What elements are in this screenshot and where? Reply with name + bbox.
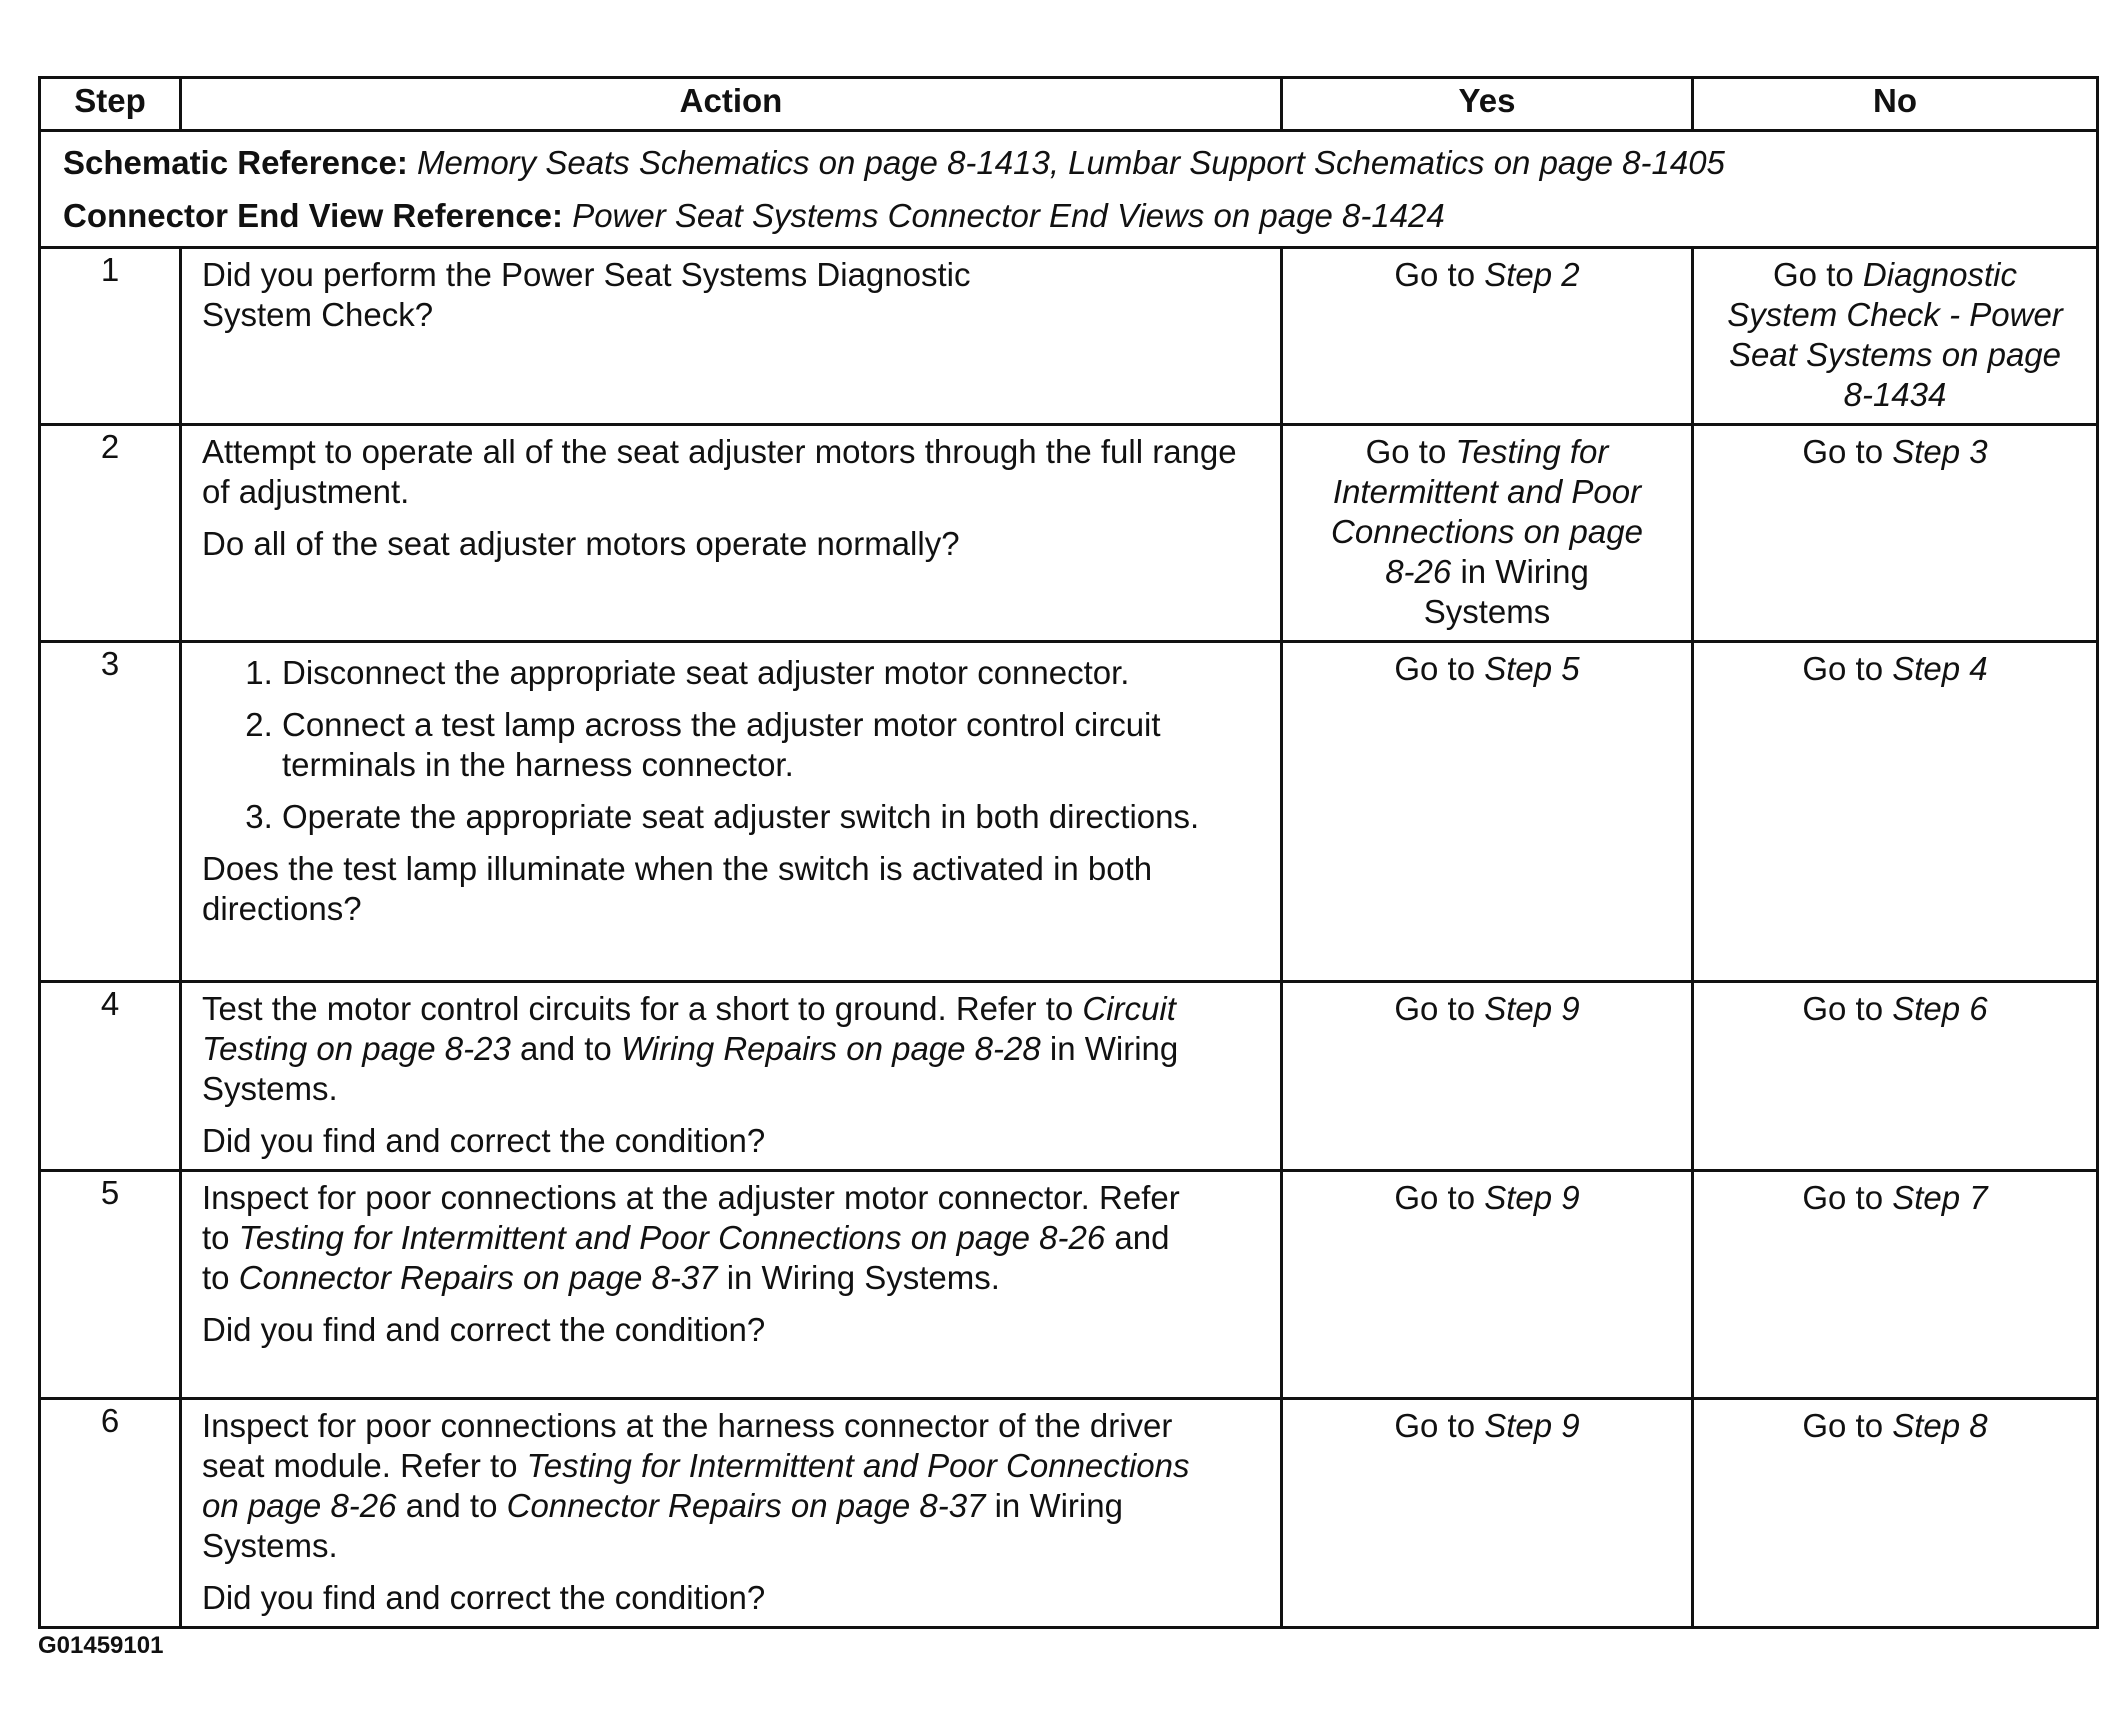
yes-reference: Testing for Intermittent and Poor Connections on page 8-26	[1331, 433, 1643, 590]
action-reference-1: Circuit Testing on page 8-23	[202, 990, 1176, 1067]
header-no: No	[1693, 78, 2098, 131]
table-row	[40, 982, 2098, 1171]
reference-cell	[40, 131, 2098, 248]
yes-cell	[1282, 982, 1693, 1171]
list-item: 1. Disconnect the appropriate seat adjuster motor connector.	[282, 653, 1260, 693]
yes-prefix: Go to	[1394, 650, 1476, 687]
step-number: 2	[40, 425, 181, 642]
no-reference: Step 7	[1892, 1179, 1988, 1216]
action-instruction	[202, 1406, 1202, 1566]
yes-cell	[1282, 425, 1693, 642]
action-instruction: Attempt to operate all of the seat adjuster motors through the full range of adjustment.	[202, 433, 1237, 510]
action-text-c: in Wiring Systems.	[202, 1487, 1123, 1564]
yes-cell	[1282, 248, 1693, 425]
action-reference-1: Testing for Intermittent and Poor Connections on page 8-26	[202, 1447, 1190, 1524]
action-question: Did you find and correct the condition?	[202, 1579, 766, 1616]
action-question: Did you find and correct the condition?	[202, 1122, 766, 1159]
action-cell	[181, 425, 1282, 642]
no-cell	[1693, 1171, 2098, 1399]
no-prefix: Go to	[1802, 650, 1884, 687]
yes-prefix: Go to	[1394, 1407, 1476, 1444]
table-row	[40, 1399, 2098, 1628]
action-cell	[181, 642, 1282, 982]
no-prefix: Go to	[1802, 1407, 1884, 1444]
action-reference-2: Connector Repairs on page 8-37	[506, 1487, 986, 1524]
action-text-c: in Wiring Systems.	[202, 1030, 1179, 1107]
no-reference: Step 4	[1892, 650, 1988, 687]
action-question: Do all of the seat adjuster motors operate normally?	[202, 525, 960, 562]
connector-reference	[63, 189, 2076, 242]
figure-code: G01459101	[38, 1632, 164, 1659]
action-text-b: and to	[520, 1030, 612, 1067]
yes-prefix: Go to	[1394, 256, 1476, 293]
header-yes: Yes	[1282, 78, 1693, 131]
yes-prefix: Go to	[1365, 433, 1447, 470]
no-reference: Step 6	[1892, 990, 1988, 1027]
action-cell	[181, 248, 1282, 425]
no-prefix: Go to	[1802, 1179, 1884, 1216]
header-step: Step	[40, 78, 181, 131]
no-reference: Step 8	[1892, 1407, 1988, 1444]
header-action: Action	[181, 78, 1282, 131]
no-prefix: Go to	[1773, 256, 1854, 293]
table-row	[40, 1171, 2098, 1399]
action-reference-2: Connector Repairs on page 8-37	[238, 1259, 718, 1296]
action-text-a: Test the motor control circuits for a short to ground. Refer to	[202, 990, 1074, 1027]
action-reference-2: Wiring Repairs on page 8-28	[620, 1030, 1041, 1067]
yes-reference: Step 9	[1484, 1407, 1580, 1444]
action-instruction	[202, 989, 1260, 1109]
step-number: 1	[40, 248, 181, 425]
yes-prefix: Go to	[1394, 1179, 1476, 1216]
action-cell	[181, 982, 1282, 1171]
table-row	[40, 642, 2098, 982]
schematic-reference-label: Schematic Reference:	[63, 144, 408, 181]
yes-cell	[1282, 1171, 1693, 1399]
yes-reference: Step 9	[1484, 990, 1580, 1027]
step-number: 3	[40, 642, 181, 982]
table-row	[40, 248, 2098, 425]
schematic-reference-text: Memory Seats Schematics on page 8-1413, Lumbar Support Schematics on page 8-1405	[417, 144, 1725, 181]
yes-cell	[1282, 642, 1693, 982]
diagnostic-table	[38, 76, 2099, 1629]
no-reference: Step 3	[1892, 433, 1988, 470]
connector-reference-label: Connector End View Reference:	[63, 197, 564, 234]
action-cell	[181, 1171, 1282, 1399]
no-cell	[1693, 425, 2098, 642]
action-reference-1: Testing for Intermittent and Poor Connections on page 8-26	[238, 1219, 1106, 1256]
list-item: 2. Connect a test lamp across the adjuster motor control circuit terminals in the harness connector.	[282, 705, 1260, 785]
reference-row	[40, 131, 2098, 248]
step-number: 4	[40, 982, 181, 1171]
action-cell	[181, 1399, 1282, 1628]
action-text-a: Inspect for poor connections at the harness connector of the driver seat module. Refer to	[202, 1407, 1173, 1484]
no-cell	[1693, 982, 2098, 1171]
no-prefix: Go to	[1802, 990, 1884, 1027]
action-text-b: and to	[202, 1219, 1170, 1296]
action-text-a: Inspect for poor connections at the adjuster motor connector. Refer to	[202, 1179, 1180, 1256]
action-text-b: and to	[405, 1487, 498, 1524]
yes-prefix: Go to	[1394, 990, 1476, 1027]
schematic-reference	[63, 136, 2076, 189]
action-text-c: in Wiring Systems.	[726, 1259, 1000, 1296]
action-question: Does the test lamp illuminate when the switch is activated in both directions?	[202, 850, 1153, 927]
list-item: 3. Operate the appropriate seat adjuster switch in both directions.	[282, 797, 1260, 837]
table-row	[40, 425, 2098, 642]
no-cell	[1693, 248, 2098, 425]
yes-cell	[1282, 1399, 1693, 1628]
step-number: 5	[40, 1171, 181, 1399]
no-cell	[1693, 642, 2098, 982]
action-text: Did you perform the Power Seat Systems Diagnostic System Check?	[202, 256, 971, 333]
header-row	[40, 78, 2098, 131]
yes-reference: Step 2	[1484, 256, 1580, 293]
action-question: Did you find and correct the condition?	[202, 1311, 766, 1348]
no-reference: Diagnostic System Check - Power Seat Systems on page 8-1434	[1727, 256, 2063, 413]
diagnostic-table-wrapper	[38, 76, 2096, 1629]
yes-reference: Step 9	[1484, 1179, 1580, 1216]
action-step-list	[202, 653, 1260, 837]
action-instruction	[202, 1178, 1202, 1298]
yes-suffix: in Wiring Systems	[1423, 553, 1589, 630]
connector-reference-text: Power Seat Systems Connector End Views on page 8-1424	[572, 197, 1445, 234]
step-number: 6	[40, 1399, 181, 1628]
yes-reference: Step 5	[1484, 650, 1580, 687]
no-prefix: Go to	[1802, 433, 1884, 470]
no-cell	[1693, 1399, 2098, 1628]
